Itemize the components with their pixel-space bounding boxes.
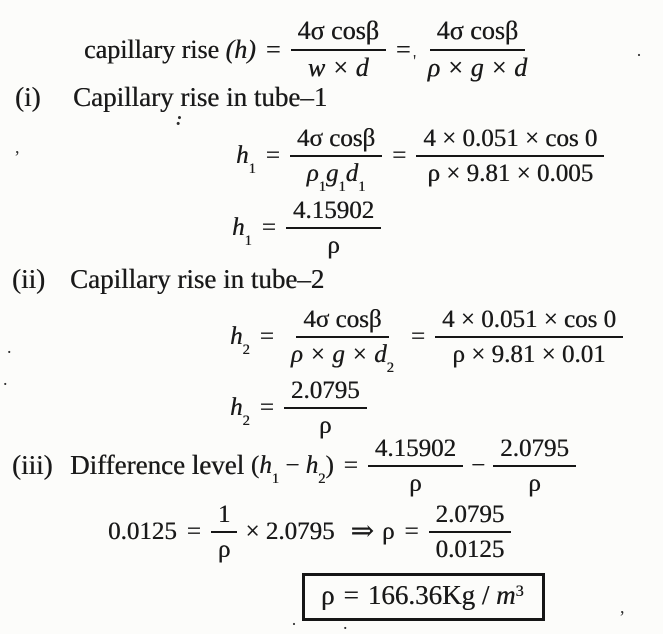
item-ii-marker: (ii)	[12, 264, 45, 294]
h2-variable: $h_2$	[230, 393, 250, 429]
fraction-denominator: ρ × 9.81 × 0.01	[452, 341, 606, 368]
fraction-denominator: ρ × g × d	[427, 53, 528, 82]
density-unit: Kg /	[441, 580, 496, 610]
fraction-one-over-rho	[211, 501, 238, 564]
h1-minus-h2-expression: $(h_1 - h_2)$	[250, 451, 334, 487]
scan-speck: ,	[620, 597, 625, 617]
fraction-denominator: $\rho \times g \times d_2$	[290, 341, 394, 377]
item-i-heading	[15, 82, 327, 113]
fraction-sigma-rho1g1d1	[290, 124, 382, 196]
h-variable: (h)	[225, 35, 256, 65]
scan-speck: .	[3, 369, 8, 389]
equals-sign: =	[259, 393, 274, 421]
fraction-h1-value	[286, 197, 381, 260]
fraction-denominator: ρ	[409, 470, 422, 497]
fraction-denominator: ρ	[217, 536, 231, 563]
fraction-numerator: 2.0795	[429, 501, 512, 534]
line-difference-level	[12, 436, 576, 496]
fraction-numerator: 4σ cosβ	[290, 125, 382, 158]
fraction-numerator: 4 × 0.051 × cos 0	[416, 125, 604, 158]
equals-sign: =	[392, 141, 407, 169]
fraction-numerator: 4 × 0.051 × cos 0	[435, 306, 623, 339]
line-h2-result	[230, 376, 367, 440]
fraction-numeric-h2	[435, 306, 623, 369]
equals-sign: =	[261, 213, 276, 241]
equals-sign: =	[259, 322, 274, 350]
scan-speck: .	[7, 337, 12, 357]
fraction-numerator: 2.0795	[493, 435, 576, 468]
implies-arrow: ⇒	[350, 515, 374, 547]
capillary-rise-label: capillary rise	[84, 35, 226, 65]
fraction-numerator: 4.15902	[368, 435, 463, 468]
line-capillary-rise-definition	[84, 10, 534, 90]
fraction-denominator: ρ × 9.81 × 0.005	[427, 160, 594, 187]
fraction-numerator: 4σ cosβ	[291, 17, 386, 51]
line-h1-equation	[236, 122, 604, 196]
equals-sign: =	[410, 322, 425, 350]
rho-variable: ρ	[381, 517, 395, 545]
fraction-h2-value	[493, 435, 576, 498]
difference-value: 0.0125	[108, 517, 177, 545]
equals-sign: =	[404, 517, 419, 545]
scan-speck: .	[343, 613, 348, 633]
item-ii-heading	[12, 264, 324, 295]
fraction-numeric-h1	[416, 125, 604, 188]
fraction-denominator: $\rho_1g_1d_1$	[306, 160, 366, 196]
item-iii-marker: (iii)	[12, 450, 53, 481]
density-value: 166.36	[367, 580, 442, 610]
equals-sign: =	[265, 35, 281, 65]
fraction-denominator: 0.0125	[435, 536, 505, 563]
fraction-numerator: 4σ cosβ	[296, 306, 388, 339]
item-iii-title: Difference level	[70, 450, 251, 481]
rho-variable: ρ	[321, 580, 335, 610]
line-solve-rho	[108, 500, 511, 564]
scan-speck: '	[413, 51, 417, 71]
fraction-rho-solution	[429, 501, 512, 564]
fraction-h2-value	[284, 377, 367, 440]
fraction-numerator: 2.0795	[284, 377, 367, 410]
times-term: × 2.0795	[245, 517, 335, 545]
fraction-numerator: 4σ cosβ	[430, 17, 525, 51]
fraction-denominator: ρ	[327, 232, 340, 259]
equals-sign: =	[265, 141, 280, 169]
item-i-marker: (i)	[15, 82, 41, 112]
equals-sign: =	[343, 451, 358, 479]
equals-sign: =	[343, 580, 359, 610]
h2-variable: $h_2$	[230, 322, 250, 358]
item-i-title: Capillary rise in tube–1	[73, 82, 328, 112]
fraction-numerator: 4.15902	[286, 197, 381, 230]
fraction-numerator: 1	[211, 501, 238, 534]
fraction-denominator: ρ	[318, 412, 332, 439]
scan-speck: ·	[636, 45, 642, 65]
final-answer-box: ρ = 166.36 Kg / m $^3$	[302, 573, 545, 621]
scan-speck: ,	[15, 137, 20, 157]
h1-variable: $h_1$	[232, 213, 252, 249]
line-h1-result	[232, 196, 381, 260]
scan-speck: ·	[291, 614, 297, 634]
fraction-denominator: ρ	[528, 470, 541, 497]
fraction-h1-value	[368, 435, 463, 498]
equals-sign: =	[395, 35, 411, 65]
h1-variable: $h_1$	[236, 141, 256, 177]
fraction-denominator: w × d	[307, 53, 369, 82]
item-ii-title: Capillary rise in tube–2	[70, 264, 325, 294]
fraction-sigma-rho-g-d	[421, 17, 535, 82]
minus-sign: −	[471, 451, 486, 479]
fraction-sigma-wd	[291, 17, 386, 82]
equals-sign: =	[186, 517, 201, 545]
line-h2-equation	[230, 302, 623, 377]
scan-speck: :	[176, 109, 183, 130]
fraction-sigma-rho-g-d2	[284, 305, 401, 377]
meter-variable: m	[495, 580, 516, 610]
